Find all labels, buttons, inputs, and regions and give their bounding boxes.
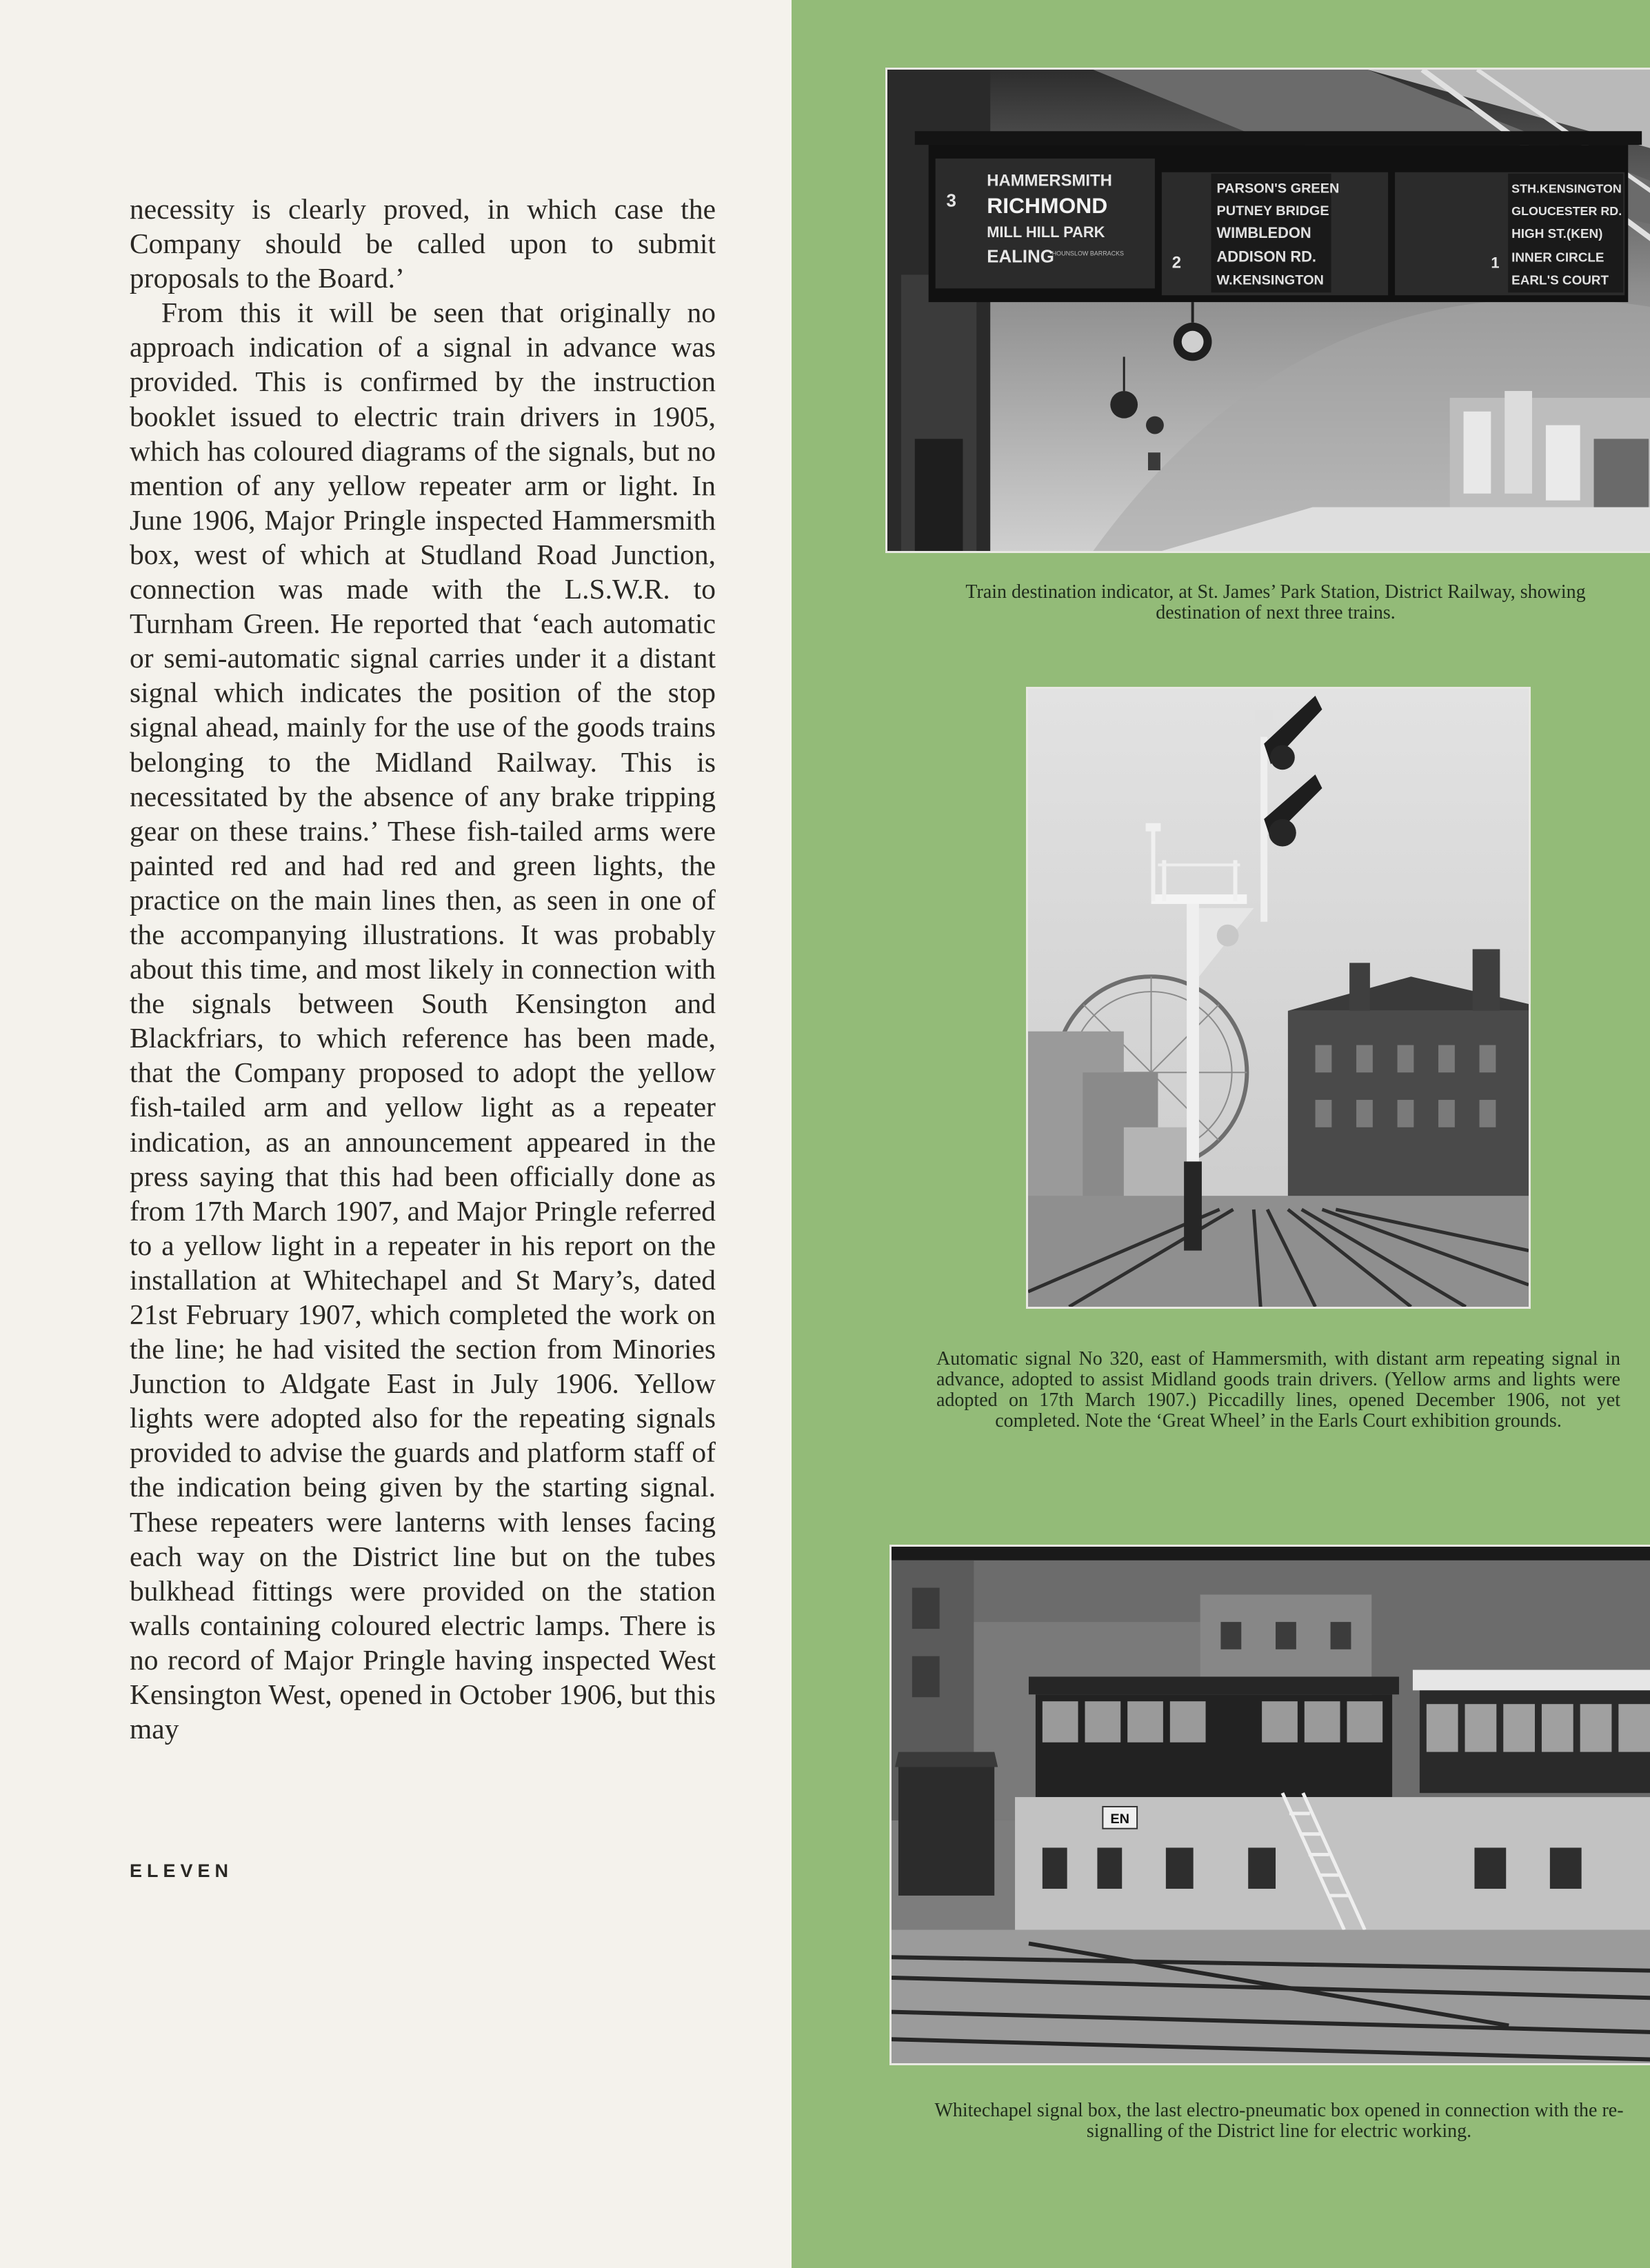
paragraph-2: From this it will be seen that originally no approach indication of a signal in advance was provided. This is confirmed by the instruction booklet issued to electric train drivers in 1905, which has coloured diagrams of the signals, but no mention of any yellow repeater arm or light. In June 1906, Major Pringle inspected Hammersmith box, west of which at Studland Road Junction, connection was made with the L.S.W.R. to Turnham Green. He reported that ‘each automatic or semi-automatic signal carries under it a distant signal which indicates the position of the stop signal ahead, mainly for the use of the goods trains belonging to the Midland Railway. This is necessitated by the absence of any brake tripping gear on these trains.’ These fish-tailed arms were painted red and had red and green lights, the practice on the main lines then, as seen in one of the accompanying illustrations. It was probably about this time, and most likely in connection with the signals between South Kensington and Blackfriars, to which reference has been made, that the Company proposed to adopt the yellow fish-tailed arm and yellow light as a repeater indication, as an announcement appeared in the press saying that this had been officially done as from 17th March 1907, and Major Pringle referred to a yellow light in a repeater in his report on the installation at Whitechapel and St Mary’s, dated 21st February 1907, which completed the work on the line; he had visited the section from Minories Junction to Aldgate East in July 1906. Yellow lights were adopted also for the repeating signals provided to advise the guards and platform staff of the indication being given by the starting signal. These repeaters were lanterns with lenses facing each way on the District line but on the tubes bulkhead fittings were provided on the station walls containing coloured electric lamps. There is no record of Major Pringle having inspected West Kensington West, opened in October 1906, but this may — [130, 297, 716, 1745]
signal-box-sign: EN — [1110, 1811, 1130, 1827]
paragraph-1: necessity is clearly proved, in which case the Company should be called upon to submit proposals to the Board.’ — [130, 193, 716, 294]
board-right-line-1: STH.KENSINGTON — [1511, 181, 1622, 196]
board-middle-number: 2 — [1171, 253, 1182, 272]
page-number: ELEVEN — [130, 1860, 234, 1881]
board-left-line-2: RICHMOND — [987, 193, 1108, 219]
board-right-line-3: HIGH ST.(KEN) — [1511, 225, 1603, 241]
photo-automatic-signal — [1026, 687, 1531, 1309]
board-left-number: 3 — [946, 191, 956, 211]
caption-automatic-signal: Automatic signal No 320, east of Hammersmith, with distant arm repeating signal in advance, adopted to assist Midland goods train drivers. (Yellow arms and lights were adopted on 17th March 1907.) Piccadilly lines, opened December 1906, not yet completed. Note the ‘Great Wheel’ in the Earls Court exhibition grounds. — [936, 1348, 1620, 1432]
photo-destination-indicator — [885, 68, 1650, 553]
board-right-number: 1 — [1491, 254, 1500, 272]
board-right-line-5: EARL'S COURT — [1511, 272, 1609, 288]
board-middle-line-1: PARSON'S GREEN — [1216, 181, 1340, 197]
board-middle-line-4: ADDISON RD. — [1216, 248, 1317, 265]
board-left-line-3: MILL HILL PARK — [987, 223, 1105, 241]
body-text — [130, 192, 716, 1746]
text-page — [0, 0, 792, 2268]
caption-destination-indicator: Train destination indicator, at St. James’ Park Station, District Railway, showing destination of next three trains. — [965, 581, 1586, 623]
caption-whitechapel-signal-box: Whitechapel signal box, the last electro-pneumatic box opened in connection with the re-signalling of the District line for electric working. — [934, 2100, 1624, 2142]
board-right-line-2: GLOUCESTER RD. — [1511, 204, 1622, 219]
board-left-line-4: EALING — [987, 247, 1054, 267]
photo-whitechapel-signal-box — [889, 1545, 1650, 2065]
board-middle-line-5: W.KENSINGTON — [1216, 272, 1324, 288]
illustrations-panel — [792, 0, 1650, 2268]
board-right-line-4: INNER CIRCLE — [1511, 250, 1604, 265]
board-middle-line-2: PUTNEY BRIDGE — [1216, 203, 1329, 219]
board-middle-line-3: WIMBLEDON — [1216, 223, 1311, 241]
board-left-line-1: HAMMERSMITH — [987, 171, 1112, 190]
board-left-small: HOUNSLOW BARRACKS — [1052, 250, 1125, 257]
